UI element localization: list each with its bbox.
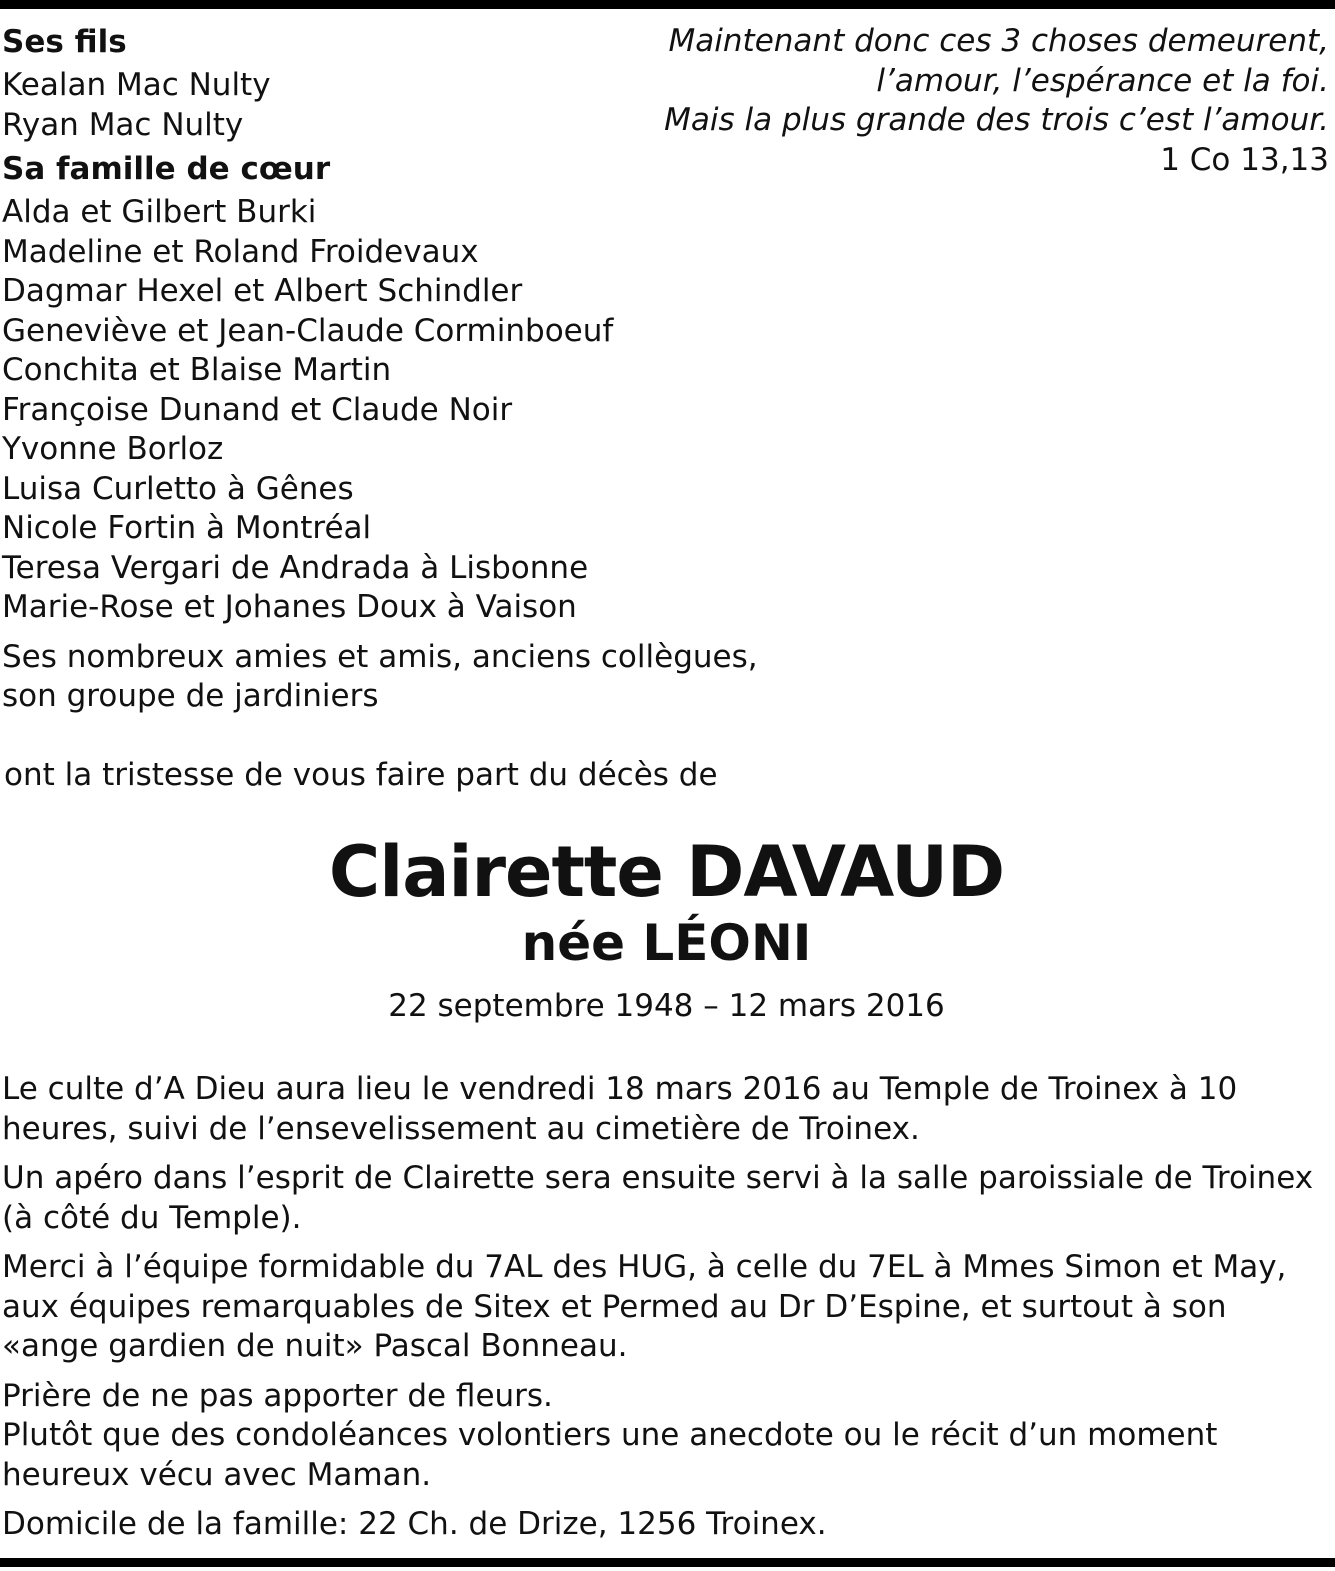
- top-rule: [0, 0, 1335, 9]
- deceased-block: [0, 830, 1333, 1026]
- details-section: [0, 1070, 1333, 1555]
- reception-info: Un apéro dans l’esprit de Clairette sera ensuite servi à la salle paroissiale de Troinex (à côté du Temple).: [2, 1160, 1314, 1236]
- friends-line: Ses nombreux amies et amis, anciens collègues,: [2, 638, 758, 675]
- deceased-dates: 22 septembre 1948 – 12 mars 2016: [388, 988, 945, 1024]
- quote-reference: 1 Co 13,13: [1160, 141, 1329, 178]
- flowers-note: Prière de ne pas apporter de fleurs.: [2, 1377, 553, 1414]
- quote-line: l’amour, l’espérance et la foi.: [876, 62, 1329, 99]
- family-member: Nicole Fortin à Montréal: [2, 510, 372, 546]
- family-member: Conchita et Blaise Martin: [2, 352, 392, 388]
- family-member: Dagmar Hexel et Albert Schindler: [2, 273, 523, 309]
- family-member: Françoise Dunand et Claude Noir: [2, 391, 513, 428]
- bottom-rule: [0, 1558, 1335, 1567]
- son-name: Ryan Mac Nulty: [2, 106, 244, 143]
- quote-line: Mais la plus grande des trois c’est l’amour.: [664, 102, 1329, 138]
- family-member: Madeline et Roland Froidevaux: [2, 233, 479, 270]
- sons-heading: Ses fils: [2, 24, 127, 60]
- chosen-family-list: [2, 193, 762, 628]
- family-member: Teresa Vergari de Andrada à Lisbonne: [2, 549, 589, 586]
- family-member: Marie-Rose et Johanes Doux à Vaison: [2, 589, 577, 625]
- obituary-notice: [0, 18, 1333, 1542]
- ceremony-info: Le culte d’A Dieu aura lieu le vendredi 18 mars 2016 au Temple de Troinex à 10 heures, suivi de l’ensevelissement au cimetière de Troinex.: [2, 1071, 1238, 1147]
- family-address: Domicile de la famille: 22 Ch. de Drize, 1256 Troinex.: [2, 1506, 827, 1542]
- quote-line: Maintenant donc ces 3 choses demeurent,: [668, 23, 1329, 59]
- son-name: Kealan Mac Nulty: [2, 67, 271, 103]
- friends-group: [2, 638, 762, 717]
- family-member: Luisa Curletto à Gênes: [2, 470, 354, 507]
- deceased-name: Clairette DAVAUD: [328, 831, 1005, 913]
- bible-quote: [629, 22, 1329, 180]
- announcement-text: ont la tristesse de vous faire part du décès de: [4, 757, 718, 793]
- family-member: Yvonne Borloz: [2, 431, 224, 467]
- family-section: [0, 18, 1333, 714]
- chosen-family-heading: Sa famille de cœur: [2, 151, 331, 187]
- family-member: Alda et Gilbert Burki: [2, 194, 317, 230]
- friends-line: son groupe de jardiniers: [2, 678, 379, 714]
- thanks-note: Merci à l’équipe formidable du 7AL des HUG, à celle du 7EL à Mmes Simon et May, aux équipes remarquables de Sitex et Permed au Dr D’Espine, et surtout à son «ange gardien de nuit» Pascal Bonneau.: [2, 1249, 1287, 1364]
- condolences-note: Plutôt que des condoléances volontiers une anecdote ou le récit d’un moment heureux vécu avec Maman.: [2, 1417, 1218, 1493]
- deceased-maiden-name: née LÉONI: [521, 914, 812, 972]
- family-member: Geneviève et Jean-Claude Corminboeuf: [2, 312, 614, 349]
